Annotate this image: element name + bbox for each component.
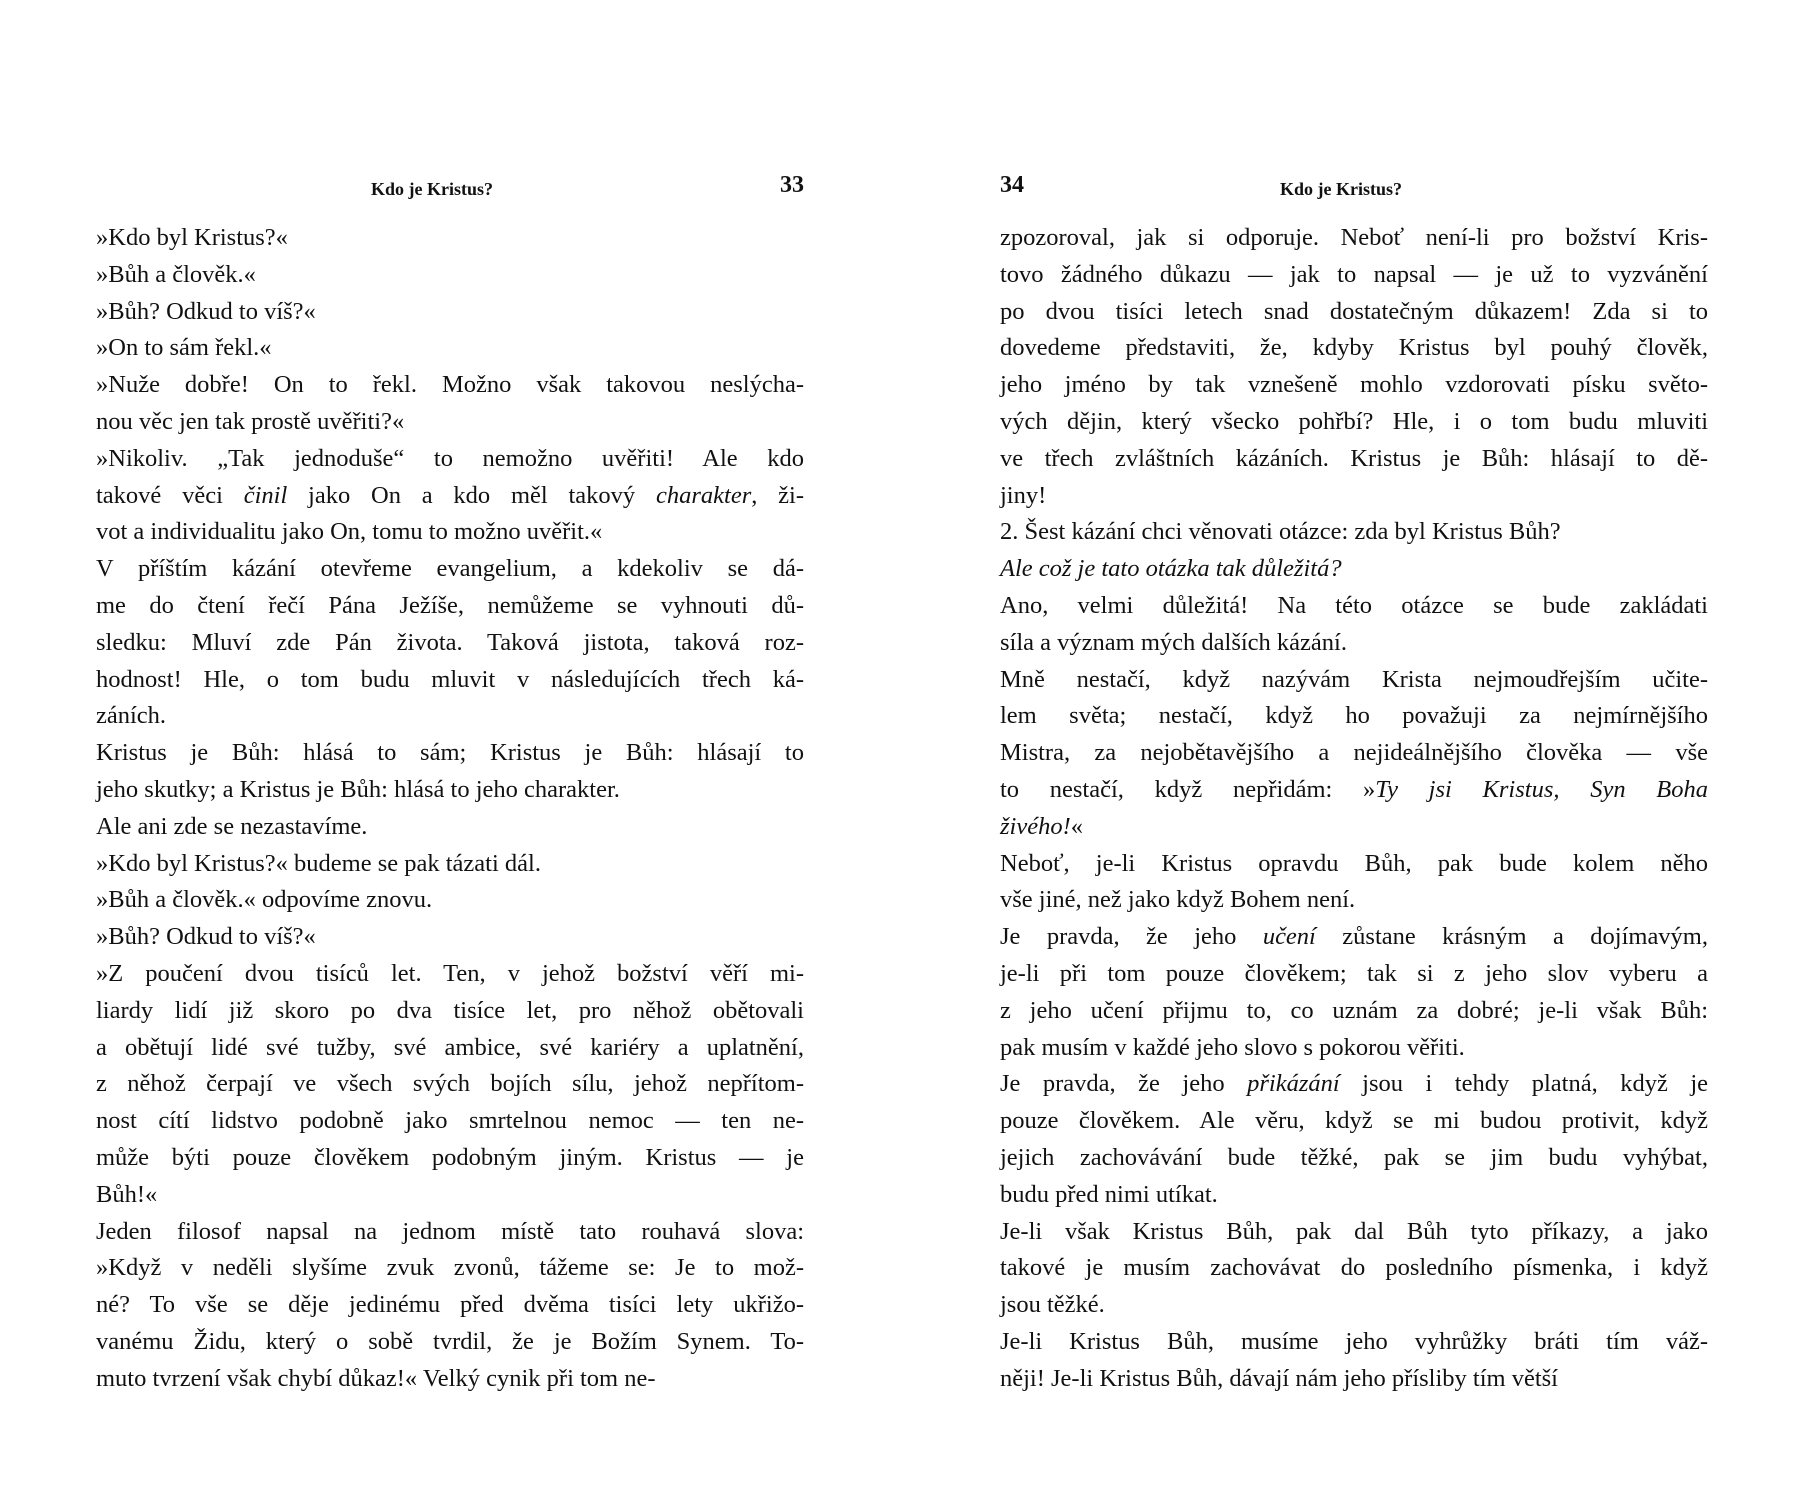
text-segment: Neboť, je-li Kristus opravdu Bůh, pak bude kolem něho xyxy=(1000,849,1708,877)
text-segment: »Bůh? Odkud to víš?« xyxy=(96,297,316,325)
paragraph xyxy=(96,294,804,331)
text-line xyxy=(1000,1324,1708,1361)
text-line xyxy=(96,919,804,956)
text-line xyxy=(96,882,804,919)
text-segment: Ale ani zde se nezastavíme. xyxy=(96,812,368,840)
paragraph xyxy=(1000,846,1708,920)
text-line xyxy=(96,1177,804,1214)
text-segment: z něhož čerpají ve všech svých bojích sílu, jehož nepřítom- xyxy=(96,1070,804,1098)
text-segment: muto tvrzení však chybí důkaz!« Velký cynik při tom ne- xyxy=(96,1364,656,1392)
text-line xyxy=(1000,625,1708,662)
italic-text: Ale což je tato otázka tak důležitá? xyxy=(1000,555,1342,583)
text-line xyxy=(96,1250,804,1287)
text-line xyxy=(96,220,804,257)
text-segment: sledku: Mluví zde Pán života. Taková jistota, taková roz- xyxy=(96,628,804,656)
text-line xyxy=(96,625,804,662)
text-segment: »Když v neděli slyšíme zvuk zvonů, tážeme se: Je to mož- xyxy=(96,1254,804,1282)
text-line xyxy=(96,698,804,735)
paragraph xyxy=(1000,919,1708,1066)
text-segment: je-li při tom pouze člověkem; tak si z jeho slov vyberu a xyxy=(1000,959,1708,987)
paragraph xyxy=(1000,1066,1708,1213)
paragraph xyxy=(1000,220,1708,514)
text-segment: »Bůh a člověk.« xyxy=(96,260,256,288)
italic-text: přikázání xyxy=(1247,1070,1340,1098)
text-segment: jiny! xyxy=(1000,481,1047,509)
text-segment: »Kdo byl Kristus?« xyxy=(96,224,288,251)
text-line xyxy=(1000,330,1708,367)
text-segment: pouze člověkem. Ale věru, když se mi budou protivit, když xyxy=(1000,1107,1708,1135)
text-segment: tovo žádného důkazu — jak to napsal — je už to vyzvánění xyxy=(1000,260,1708,288)
text-line xyxy=(1000,882,1708,919)
text-line xyxy=(1000,404,1708,441)
text-line xyxy=(1000,1214,1708,1251)
text-segment: , ži- xyxy=(751,481,804,509)
text-line xyxy=(1000,809,1708,846)
text-line xyxy=(1000,551,1708,588)
text-line xyxy=(96,330,804,367)
paragraph xyxy=(1000,514,1708,551)
text-line xyxy=(1000,1287,1708,1324)
text-line xyxy=(1000,1030,1708,1067)
text-line xyxy=(96,478,804,515)
text-line xyxy=(96,551,804,588)
italic-text: činil xyxy=(243,481,288,509)
text-segment: jejich zachovávání bude těžké, pak se jim budu vyhýbat, xyxy=(1000,1143,1708,1171)
paragraph xyxy=(96,1214,804,1398)
text-line xyxy=(1000,919,1708,956)
text-line xyxy=(1000,662,1708,699)
text-line xyxy=(96,772,804,809)
text-segment: »Nuže dobře! On to řekl. Možno však takovou neslýcha- xyxy=(96,371,804,399)
page-number: 33 xyxy=(780,172,804,198)
text-segment: vše jiné, než jako když Bohem není. xyxy=(1000,886,1356,914)
text-segment: dovedeme představiti, že, kdyby Kristus byl pouhý člověk, xyxy=(1000,334,1708,362)
text-segment: může býti pouze člověkem podobným jiným. Kristus — je xyxy=(96,1143,804,1171)
text-line xyxy=(96,1103,804,1140)
text-segment: Bůh!« xyxy=(96,1180,158,1208)
italic-text: charakter xyxy=(655,481,752,509)
text-line xyxy=(96,662,804,699)
paragraph xyxy=(1000,1214,1708,1324)
text-segment: z jeho učení přijmu to, co uznám za dobré; je-li však Bůh: xyxy=(1000,996,1708,1024)
paragraph xyxy=(96,367,804,441)
text-segment: Je-li Kristus Bůh, musíme jeho vyhrůžky bráti tím váž- xyxy=(1000,1327,1708,1355)
text-line xyxy=(1000,956,1708,993)
text-segment: ve třech zvláštních kázáních. Kristus je Bůh: hlásají to dě- xyxy=(1000,444,1708,472)
text-line xyxy=(96,956,804,993)
text-segment: Je pravda, že jeho xyxy=(1000,923,1263,951)
text-segment: po dvou tisíci letech snad dostatečným důkazem! Zda si to xyxy=(1000,297,1708,325)
text-line xyxy=(96,809,804,846)
text-line xyxy=(1000,735,1708,772)
text-segment: Je-li však Kristus Bůh, pak dal Bůh tyto příkazy, a jako xyxy=(1000,1217,1708,1245)
text-segment: jsou i tehdy platná, když je xyxy=(1339,1070,1709,1098)
paragraph xyxy=(1000,551,1708,588)
text-segment: né? To vše se děje jedinému před dvěma tisíci lety ukřižo- xyxy=(96,1291,804,1319)
text-line xyxy=(96,1030,804,1067)
text-line xyxy=(1000,772,1708,809)
text-line xyxy=(1000,1066,1708,1103)
text-line xyxy=(96,993,804,1030)
text-line xyxy=(1000,441,1708,478)
text-segment: zpozoroval, jak si odporuje. Neboť není-li pro božství Kris- xyxy=(1000,224,1708,251)
text-line xyxy=(1000,1361,1708,1398)
text-segment: »Z poučení dvou tisíců let. Ten, v jehož božství věří mi- xyxy=(96,959,804,987)
text-segment: Jeden filosof napsal na jednom místě tato rouhavá slova: xyxy=(96,1217,804,1245)
text-segment: jeho jméno by tak vznešeně mohlo vzdorovati písku světo- xyxy=(1000,371,1708,399)
text-segment: liardy lidí již skoro po dva tisíce let, pro něhož obětovali xyxy=(96,996,804,1024)
left-page-body xyxy=(96,220,804,1398)
text-line xyxy=(1000,367,1708,404)
text-segment: síla a význam mých dalších kázání. xyxy=(1000,628,1347,656)
paragraph xyxy=(1000,588,1708,662)
text-segment: takové věci xyxy=(96,481,244,509)
text-segment: vanému Židu, který o sobě tvrdil, že je Božím Synem. To- xyxy=(96,1327,804,1355)
text-line xyxy=(96,367,804,404)
text-line xyxy=(96,846,804,883)
text-line xyxy=(96,514,804,551)
text-segment: nost cítí lidstvo podobně jako smrtelnou nemoc — ten ne- xyxy=(96,1107,804,1135)
text-segment: lem světa; nestačí, když ho považuji za nejmírnějšího xyxy=(1000,702,1708,730)
text-segment: a obětují lidé své tužby, své ambice, své kariéry a uplatnění, xyxy=(96,1033,804,1061)
text-line xyxy=(1000,1250,1708,1287)
text-segment: Ano, velmi důležitá! Na této otázce se bude zakládati xyxy=(1000,591,1708,619)
paragraph xyxy=(96,735,804,809)
text-segment: budu před nimi utíkat. xyxy=(1000,1180,1218,1208)
text-segment: Mně nestačí, když nazývám Krista nejmoudřejším učite- xyxy=(1000,665,1708,693)
right-page xyxy=(1000,170,1708,1398)
text-line xyxy=(1000,993,1708,1030)
paragraph xyxy=(96,551,804,735)
paragraph xyxy=(96,956,804,1214)
text-segment: jsou těžké. xyxy=(1000,1291,1105,1319)
text-segment: nou věc jen tak prostě uvěřiti?« xyxy=(96,407,405,435)
paragraph xyxy=(96,919,804,956)
paragraph xyxy=(96,330,804,367)
paragraph xyxy=(1000,1324,1708,1398)
left-page xyxy=(96,170,804,1398)
text-segment: me do čtení řečí Pána Ježíše, nemůžeme se vyhnouti dů- xyxy=(96,591,804,619)
text-segment: to nestačí, když nepřidám: » xyxy=(1000,775,1376,803)
text-segment: »On to sám řekl.« xyxy=(96,334,272,362)
paragraph xyxy=(96,441,804,551)
text-line xyxy=(1000,846,1708,883)
text-line xyxy=(1000,1140,1708,1177)
right-page-header xyxy=(1000,170,1708,216)
text-line xyxy=(1000,220,1708,257)
left-page-header xyxy=(96,170,804,216)
text-segment: vých dějin, který všecko pohřbí? Hle, i o tom budu mluviti xyxy=(1000,407,1708,435)
text-line xyxy=(96,441,804,478)
italic-text: Ty jsi Kristus, Syn Boha xyxy=(1375,775,1709,803)
text-segment: »Kdo byl Kristus?« budeme se pak tázati dál. xyxy=(96,849,541,877)
text-segment: »Bůh a člověk.« odpovíme znovu. xyxy=(96,886,433,914)
text-segment: V příštím kázání otevřeme evangelium, a kdekoliv se dá- xyxy=(96,555,804,583)
text-segment: jako On a kdo měl takový xyxy=(287,481,656,509)
text-line xyxy=(96,1140,804,1177)
text-segment: hodnost! Hle, o tom budu mluvit v následujících třech ká- xyxy=(96,665,804,693)
text-segment: Mistra, za nejobětavějšího a nejideálnějšího člověka — vše xyxy=(1000,739,1708,767)
italic-text: učení xyxy=(1262,923,1316,951)
text-line xyxy=(96,1324,804,1361)
right-page-body xyxy=(1000,220,1708,1398)
paragraph xyxy=(96,809,804,846)
text-segment: jeho skutky; a Kristus je Bůh: hlásá to jeho charakter. xyxy=(96,775,620,803)
text-line xyxy=(1000,257,1708,294)
text-line xyxy=(1000,698,1708,735)
text-line xyxy=(96,404,804,441)
text-segment: pak musím v každé jeho slovo s pokorou věřiti. xyxy=(1000,1033,1465,1061)
text-line xyxy=(96,1361,804,1398)
text-segment: záních. xyxy=(96,702,167,730)
text-segment: zůstane krásným a dojímavým, xyxy=(1315,923,1708,951)
text-segment: takové je musím zachovávat do posledního písmenka, i když xyxy=(1000,1254,1708,1282)
text-line xyxy=(96,1066,804,1103)
text-segment: « xyxy=(1070,812,1083,840)
text-line xyxy=(96,588,804,625)
text-line xyxy=(96,1287,804,1324)
paragraph xyxy=(96,220,804,257)
text-line xyxy=(1000,588,1708,625)
text-segment: Je pravda, že jeho xyxy=(1000,1070,1248,1098)
italic-text: živého! xyxy=(1000,812,1071,840)
paragraph xyxy=(96,882,804,919)
text-segment: vot a individualitu jako On, tomu to možno uvěřit.« xyxy=(96,518,603,546)
text-line xyxy=(1000,478,1708,515)
text-line xyxy=(1000,514,1708,551)
text-line xyxy=(1000,1177,1708,1214)
text-segment: něji! Je-li Kristus Bůh, dávají nám jeho přísliby tím větší xyxy=(1000,1364,1558,1392)
paragraph xyxy=(96,257,804,294)
running-title: Kdo je Kristus? xyxy=(371,179,494,199)
text-line xyxy=(96,294,804,331)
paragraph xyxy=(1000,662,1708,846)
text-segment: »Bůh? Odkud to víš?« xyxy=(96,923,316,951)
running-title: Kdo je Kristus? xyxy=(1280,179,1403,199)
text-segment: 2. Šest kázání chci věnovati otázce: zda byl Kristus Bůh? xyxy=(1000,518,1561,546)
text-line xyxy=(96,1214,804,1251)
text-line xyxy=(96,257,804,294)
paragraph xyxy=(96,846,804,883)
text-segment: Kristus je Bůh: hlásá to sám; Kristus je Bůh: hlásají to xyxy=(96,739,804,767)
page-number: 34 xyxy=(1000,172,1024,198)
text-segment: »Nikoliv. „Tak jednoduše“ to nemožno uvěřiti! Ale kdo xyxy=(96,444,804,472)
text-line xyxy=(1000,294,1708,331)
text-line xyxy=(1000,1103,1708,1140)
text-line xyxy=(96,735,804,772)
